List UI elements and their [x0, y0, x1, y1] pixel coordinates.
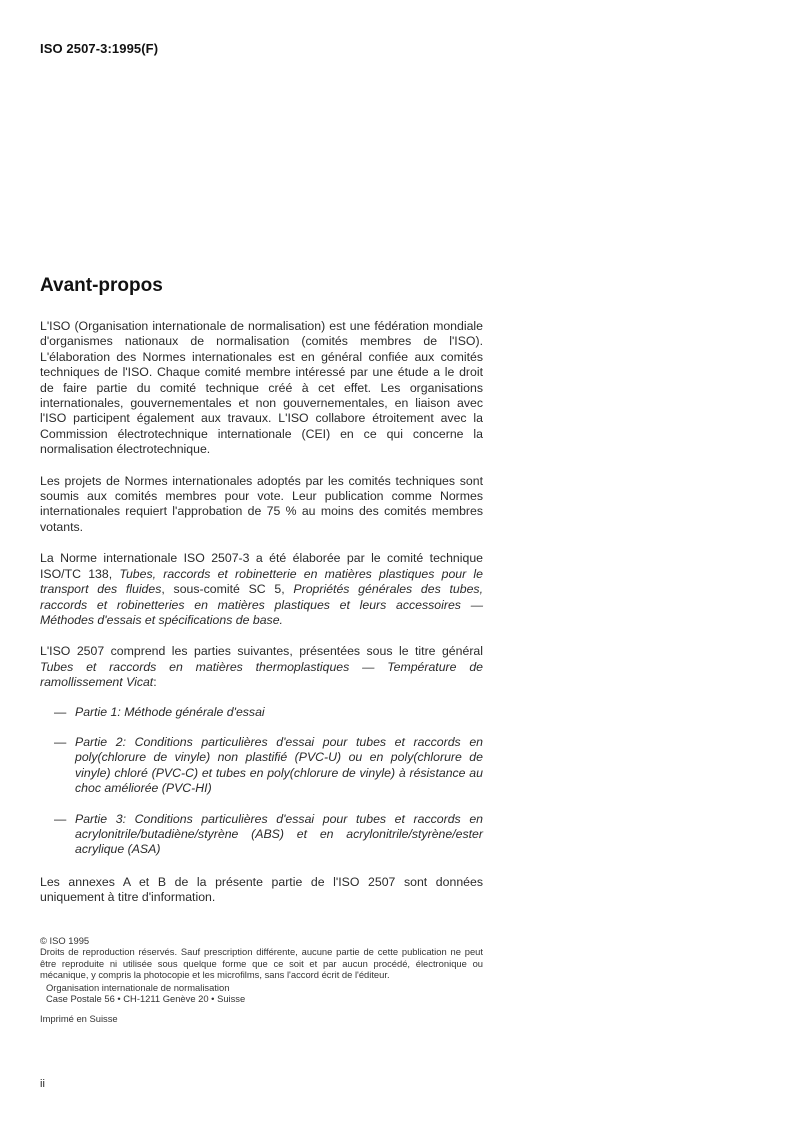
committee-title: Tubes, raccords et robinetterie en matières plastiques pour le transport des fluides [40, 566, 483, 597]
publisher-address [46, 982, 483, 1005]
dash-bullet: — [54, 734, 67, 749]
list-item [40, 705, 483, 720]
page-number: ii [40, 1078, 45, 1090]
copyright-line: © ISO 1995 [40, 935, 90, 946]
foreword-body [40, 319, 483, 922]
part-title: Partie 1: Méthode générale d'essai [75, 704, 265, 719]
dash-bullet: — [54, 811, 67, 826]
copyright-notice: Droits de reproduction réservés. Sauf prescription différente, aucune partie de cette publication ne peut être reproduite ni utilisée sous quelque forme que ce soit et par aucun procédé, électronique ou mécanique, y compris la photocopie et les microfilms, sans l'accord écrit de l'éditeur. [40, 946, 483, 980]
section-heading: Avant-propos [40, 275, 163, 296]
copyright-block [40, 935, 483, 1024]
committee-text: La Norme internationale ISO 2507-3 a été élaborée par le comité technique ISO/TC 138, [40, 551, 483, 581]
subcommittee-title: Propriétés générales des tubes, raccords et robinetteries en matières plastiques et leurs accessoires — Méthodes d'essais et spécifications de base. [40, 582, 483, 627]
dash-bullet: — [54, 704, 67, 719]
part-title: Partie 2: Conditions particulières d'essai pour tubes et raccords en poly(chlorure de vinyle) non plastifié (PVC-U) ou en poly(chlorure de vinyle) chloré (PVC-C) et tubes en poly(chlorure de vinyle) à résistance au choc améliorée (PVC-HI) [75, 734, 483, 796]
paragraph-voting: Les projets de Normes internationales adoptés par les comités techniques sont soumis aux comités membres pour vote. Leur publication comme Normes internationales requiert l'approbation de 75 % au moins des comités membres votants. [40, 473, 483, 534]
org-name: Organisation internationale de normalisation [46, 982, 230, 994]
document-id: ISO 2507-3:1995(F) [40, 41, 159, 56]
parts-list [40, 705, 483, 858]
parts-intro-text: L'ISO 2507 comprend les parties suivantes, présentées sous le titre général [40, 644, 483, 659]
parts-intro-colon: : [153, 675, 157, 690]
part-title: Partie 3: Conditions particulières d'essai pour tubes et raccords en acrylonitrile/butadiène/styrène (ABS) et en acrylonitrile/styrène/ester acrylique (ASA) [75, 811, 483, 857]
postal-address: Case Postale 56 • CH-1211 Genève 20 • Suisse [46, 993, 246, 1005]
list-item [40, 735, 483, 797]
paragraph-annexes: Les annexes A et B de la présente partie de l'ISO 2507 sont données uniquement à titre d'information. [40, 874, 483, 905]
subcommittee-text: , sous-comité SC 5, [161, 582, 294, 597]
series-title: Tubes et raccords en matières thermoplastiques — Température de ramollissement Vicat [40, 659, 483, 690]
paragraph-iso-intro: L'ISO (Organisation internationale de normalisation) est une fédération mondiale d'organismes nationaux de normalisation (comités membres de l'ISO). L'élaboration des Normes internationales est en général confiée aux comités techniques de l'ISO. Chaque comité membre intéressé par une étude a le droit de faire partie du comité technique créé à cet effet. Les organisations internationales, gouvernementales et non gouvernementales, en liaison avec l'ISO participent également aux travaux. L'ISO collabore étroitement avec la Commission électrotechnique internationale (CEI) en ce qui concerne la normalisation électrotechnique. [40, 319, 483, 457]
paragraph-parts-intro [40, 644, 483, 690]
list-item [40, 812, 483, 858]
paragraph-committee [40, 551, 483, 628]
printed-in: Imprimé en Suisse [40, 1012, 118, 1024]
